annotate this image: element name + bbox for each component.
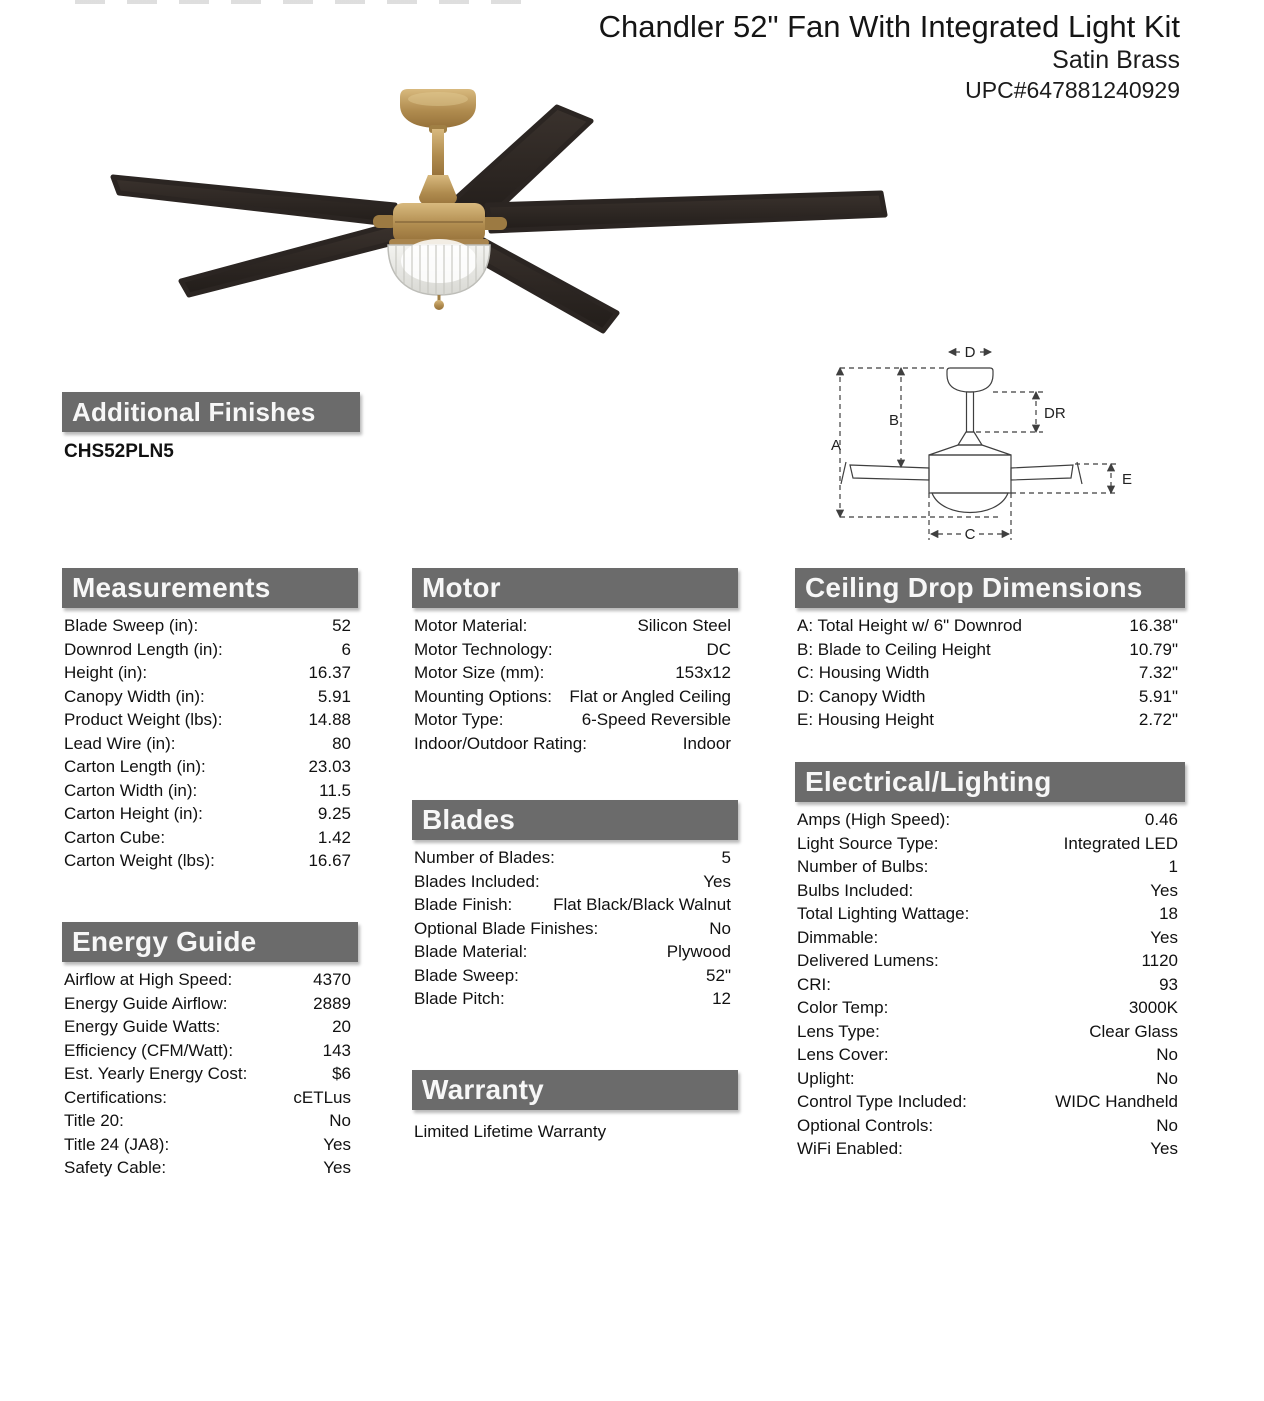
spec-value: 16.37 bbox=[308, 663, 351, 682]
spec-row bbox=[64, 614, 351, 638]
spec-label: Efficiency (CFM/Watt): bbox=[64, 1040, 234, 1060]
spec-value: Flat or Angled Ceiling bbox=[569, 686, 731, 706]
spec-label: Color Temp: bbox=[797, 998, 889, 1017]
spec-value: Yes bbox=[1150, 1139, 1178, 1158]
spec-row bbox=[414, 846, 731, 870]
spec-row bbox=[414, 940, 731, 964]
energy-guide-header: Energy Guide bbox=[62, 922, 358, 962]
product-upc: UPC#647881240929 bbox=[965, 77, 1180, 104]
spec-label: Blade Finish: bbox=[414, 895, 513, 914]
spec-label: Carton Length (in): bbox=[64, 757, 206, 776]
spec-row bbox=[797, 1114, 1178, 1138]
ceiling-drop-diagram bbox=[830, 333, 1142, 559]
spec-row bbox=[797, 879, 1178, 903]
spec-value: Integrated LED bbox=[1063, 833, 1178, 853]
spec-label: Number of Blades: bbox=[414, 848, 555, 867]
spec-label: A: Total Height w/ 6" Downrod bbox=[797, 616, 1022, 635]
spec-label: Lens Cover: bbox=[797, 1045, 889, 1064]
spec-label: Canopy Width (in): bbox=[64, 686, 205, 706]
spec-row bbox=[64, 779, 351, 803]
spec-value: 3000K bbox=[1128, 998, 1178, 1017]
spec-value: 10.79" bbox=[1129, 639, 1178, 659]
spec-label: B: Blade to Ceiling Height bbox=[797, 639, 991, 659]
spec-value: Silicon Steel bbox=[637, 616, 731, 635]
spec-label: Indoor/Outdoor Rating: bbox=[414, 733, 587, 753]
spec-label: Certifications: bbox=[64, 1087, 167, 1107]
motor-section bbox=[412, 568, 738, 755]
additional-finishes-header: Additional Finishes bbox=[62, 392, 360, 432]
spec-row bbox=[64, 755, 351, 779]
spec-label: Dimmable: bbox=[797, 927, 879, 947]
spec-value: 0.46 bbox=[1144, 810, 1178, 829]
ceiling-drop-rows bbox=[795, 614, 1185, 732]
electrical-lighting-rows bbox=[795, 808, 1185, 1161]
spec-value: 2.72" bbox=[1138, 710, 1178, 729]
spec-row bbox=[64, 708, 351, 732]
spec-value: 12 bbox=[712, 989, 731, 1008]
electrical-lighting-header: Electrical/Lighting bbox=[795, 762, 1185, 802]
spec-row bbox=[414, 917, 731, 941]
spec-row bbox=[797, 1090, 1178, 1114]
spec-label: Motor Type: bbox=[414, 710, 504, 729]
spec-label: Bulbs Included: bbox=[797, 880, 914, 900]
spec-value: 1.42 bbox=[317, 827, 351, 847]
spec-value: 6 bbox=[341, 639, 351, 659]
spec-value: 5.91" bbox=[1138, 686, 1178, 706]
spec-row bbox=[414, 732, 731, 756]
spec-label: Title 24 (JA8): bbox=[64, 1134, 170, 1154]
spec-label: D: Canopy Width bbox=[797, 686, 926, 706]
spec-value: 18 bbox=[1159, 904, 1178, 923]
energy-guide-rows bbox=[62, 968, 358, 1180]
spec-value: No bbox=[329, 1111, 351, 1130]
diagram-label-a: A bbox=[831, 437, 842, 454]
warranty-header: Warranty bbox=[412, 1070, 738, 1110]
spec-label: Height (in): bbox=[64, 663, 148, 682]
spec-value: $6 bbox=[332, 1064, 351, 1083]
spec-value: No bbox=[1156, 1045, 1178, 1064]
spec-value: Flat Black/Black Walnut bbox=[553, 895, 731, 914]
spec-label: Optional Controls: bbox=[797, 1115, 934, 1135]
spec-row bbox=[797, 949, 1178, 973]
spec-label: Energy Guide Watts: bbox=[64, 1017, 221, 1036]
spec-row bbox=[797, 832, 1178, 856]
spec-label: Optional Blade Finishes: bbox=[414, 918, 599, 938]
spec-row bbox=[64, 685, 351, 709]
spec-value: Yes bbox=[703, 871, 731, 891]
spec-row bbox=[414, 893, 731, 917]
spec-row bbox=[64, 638, 351, 662]
warranty-section bbox=[412, 1070, 738, 1142]
cropped-logo-fragment bbox=[75, 0, 537, 4]
spec-label: Motor Technology: bbox=[414, 639, 553, 659]
spec-label: Number of Bulbs: bbox=[797, 857, 929, 876]
spec-row bbox=[414, 708, 731, 732]
spec-row bbox=[64, 1156, 351, 1180]
spec-row bbox=[414, 685, 731, 709]
spec-label: Light Source Type: bbox=[797, 833, 939, 853]
spec-row bbox=[64, 802, 351, 826]
ceiling-drop-dimensions-section bbox=[795, 568, 1185, 732]
spec-value: 11.5 bbox=[319, 780, 351, 800]
spec-row bbox=[797, 1043, 1178, 1067]
spec-row bbox=[797, 926, 1178, 950]
spec-value: 23.03 bbox=[308, 757, 351, 776]
spec-row bbox=[64, 732, 351, 756]
measurements-header: Measurements bbox=[62, 568, 358, 608]
spec-row bbox=[797, 973, 1178, 997]
spec-value: WIDC Handheld bbox=[1055, 1092, 1178, 1111]
spec-row bbox=[797, 902, 1178, 926]
fan-canopy bbox=[400, 89, 476, 177]
spec-row bbox=[797, 661, 1178, 685]
spec-value: 16.67 bbox=[308, 851, 351, 870]
spec-row bbox=[414, 614, 731, 638]
spec-label: Carton Width (in): bbox=[64, 780, 198, 800]
spec-value: 4370 bbox=[313, 970, 351, 989]
product-finish: Satin Brass bbox=[1052, 46, 1180, 75]
diagram-label-e: E bbox=[1122, 471, 1133, 488]
ceiling-drop-dimensions-header: Ceiling Drop Dimensions bbox=[795, 568, 1185, 608]
motor-rows bbox=[412, 614, 738, 755]
spec-row bbox=[414, 870, 731, 894]
spec-value: No bbox=[709, 918, 731, 938]
spec-label: Energy Guide Airflow: bbox=[64, 993, 228, 1013]
spec-label: WiFi Enabled: bbox=[797, 1139, 903, 1158]
spec-row bbox=[64, 661, 351, 685]
spec-value: 5 bbox=[721, 848, 731, 867]
spec-value: Yes bbox=[1150, 880, 1178, 900]
spec-label: Downrod Length (in): bbox=[64, 639, 223, 659]
spec-label: Uplight: bbox=[797, 1068, 855, 1088]
spec-row bbox=[414, 638, 731, 662]
spec-label: Blades Included: bbox=[414, 871, 540, 891]
spec-row bbox=[797, 996, 1178, 1020]
spec-value: No bbox=[1156, 1068, 1178, 1088]
spec-row bbox=[64, 1062, 351, 1086]
spec-label: Total Lighting Wattage: bbox=[797, 904, 970, 923]
page-title: Chandler 52" Fan With Integrated Light Kit bbox=[598, 9, 1180, 44]
measurements-section bbox=[62, 568, 358, 873]
spec-row bbox=[797, 808, 1178, 832]
spec-row bbox=[64, 1109, 351, 1133]
spec-row bbox=[414, 987, 731, 1011]
spec-row bbox=[797, 638, 1178, 662]
spec-row bbox=[797, 855, 1178, 879]
spec-label: Blade Sweep: bbox=[414, 965, 519, 985]
spec-label: E: Housing Height bbox=[797, 710, 935, 729]
spec-value: 5.91 bbox=[317, 686, 351, 706]
spec-value: Yes bbox=[1150, 927, 1178, 947]
spec-row bbox=[414, 964, 731, 988]
spec-value: Yes bbox=[323, 1134, 351, 1154]
spec-label: Safety Cable: bbox=[64, 1158, 167, 1177]
spec-value: 93 bbox=[1159, 974, 1178, 994]
spec-value: 2889 bbox=[313, 993, 351, 1013]
spec-row bbox=[64, 826, 351, 850]
spec-value: 52" bbox=[706, 965, 731, 985]
spec-label: Lens Type: bbox=[797, 1021, 880, 1041]
blades-section bbox=[412, 800, 738, 1011]
spec-label: Blade Sweep (in): bbox=[64, 616, 199, 635]
spec-row bbox=[64, 849, 351, 873]
diagram-label-b: B bbox=[889, 412, 900, 429]
spec-label: Airflow at High Speed: bbox=[64, 970, 233, 989]
spec-label: Carton Weight (lbs): bbox=[64, 851, 215, 870]
spec-value: cETLus bbox=[293, 1087, 351, 1107]
spec-label: Carton Height (in): bbox=[64, 804, 203, 823]
blades-header: Blades bbox=[412, 800, 738, 840]
diagram-label-d: D bbox=[964, 344, 976, 361]
spec-label: Title 20: bbox=[64, 1111, 124, 1130]
spec-value: Yes bbox=[323, 1158, 351, 1177]
spec-label: Mounting Options: bbox=[414, 686, 552, 706]
electrical-lighting-section bbox=[795, 762, 1185, 1161]
spec-row bbox=[797, 685, 1178, 709]
spec-row bbox=[64, 1086, 351, 1110]
motor-header: Motor bbox=[412, 568, 738, 608]
spec-value: 1 bbox=[1168, 857, 1178, 876]
fan-light-bowl bbox=[388, 239, 490, 310]
spec-label: Motor Size (mm): bbox=[414, 663, 545, 682]
spec-label: CRI: bbox=[797, 974, 831, 994]
spec-value: DC bbox=[706, 639, 731, 659]
spec-label: Lead Wire (in): bbox=[64, 733, 176, 753]
spec-row bbox=[64, 992, 351, 1016]
spec-value: Plywood bbox=[666, 942, 731, 961]
spec-row bbox=[797, 614, 1178, 638]
spec-value: Clear Glass bbox=[1089, 1021, 1178, 1041]
spec-label: C: Housing Width bbox=[797, 663, 930, 682]
spec-row bbox=[64, 1039, 351, 1063]
energy-guide-section bbox=[62, 922, 358, 1180]
spec-value: 9.25 bbox=[317, 804, 351, 823]
spec-label: Motor Material: bbox=[414, 616, 528, 635]
spec-row bbox=[797, 708, 1178, 732]
spec-value: 7.32" bbox=[1138, 663, 1178, 682]
spec-value: 6-Speed Reversible bbox=[581, 710, 731, 729]
finish-model-number: CHS52PLN5 bbox=[64, 441, 174, 462]
spec-row bbox=[797, 1067, 1178, 1091]
spec-row bbox=[797, 1020, 1178, 1044]
spec-row bbox=[64, 1015, 351, 1039]
spec-value: 153x12 bbox=[675, 663, 731, 682]
spec-label: Delivered Lumens: bbox=[797, 951, 939, 970]
spec-value: Indoor bbox=[682, 733, 731, 753]
spec-value: No bbox=[1156, 1115, 1178, 1135]
spec-row bbox=[64, 968, 351, 992]
spec-value: 80 bbox=[332, 733, 351, 753]
spec-label: Blade Material: bbox=[414, 942, 528, 961]
spec-label: Control Type Included: bbox=[797, 1092, 967, 1111]
spec-row bbox=[797, 1137, 1178, 1161]
spec-label: Est. Yearly Energy Cost: bbox=[64, 1064, 248, 1083]
spec-label: Carton Cube: bbox=[64, 827, 166, 847]
spec-row bbox=[414, 661, 731, 685]
spec-value: 14.88 bbox=[308, 710, 351, 729]
additional-finishes-section bbox=[62, 392, 360, 463]
spec-label: Product Weight (lbs): bbox=[64, 710, 223, 729]
measurements-rows bbox=[62, 614, 358, 873]
spec-value: 1120 bbox=[1141, 951, 1178, 970]
spec-value: 20 bbox=[332, 1017, 351, 1036]
diagram-label-c: C bbox=[964, 526, 976, 543]
spec-label: Blade Pitch: bbox=[414, 989, 505, 1008]
blades-rows bbox=[412, 846, 738, 1011]
fan-product-image bbox=[105, 55, 895, 345]
spec-label: Amps (High Speed): bbox=[797, 810, 951, 829]
spec-row bbox=[64, 1133, 351, 1157]
spec-value: 143 bbox=[322, 1040, 351, 1060]
spec-value: 52 bbox=[332, 616, 351, 635]
diagram-label-dr: DR bbox=[1044, 405, 1066, 422]
spec-value: 16.38" bbox=[1129, 616, 1178, 635]
warranty-text: Limited Lifetime Warranty bbox=[414, 1122, 607, 1141]
